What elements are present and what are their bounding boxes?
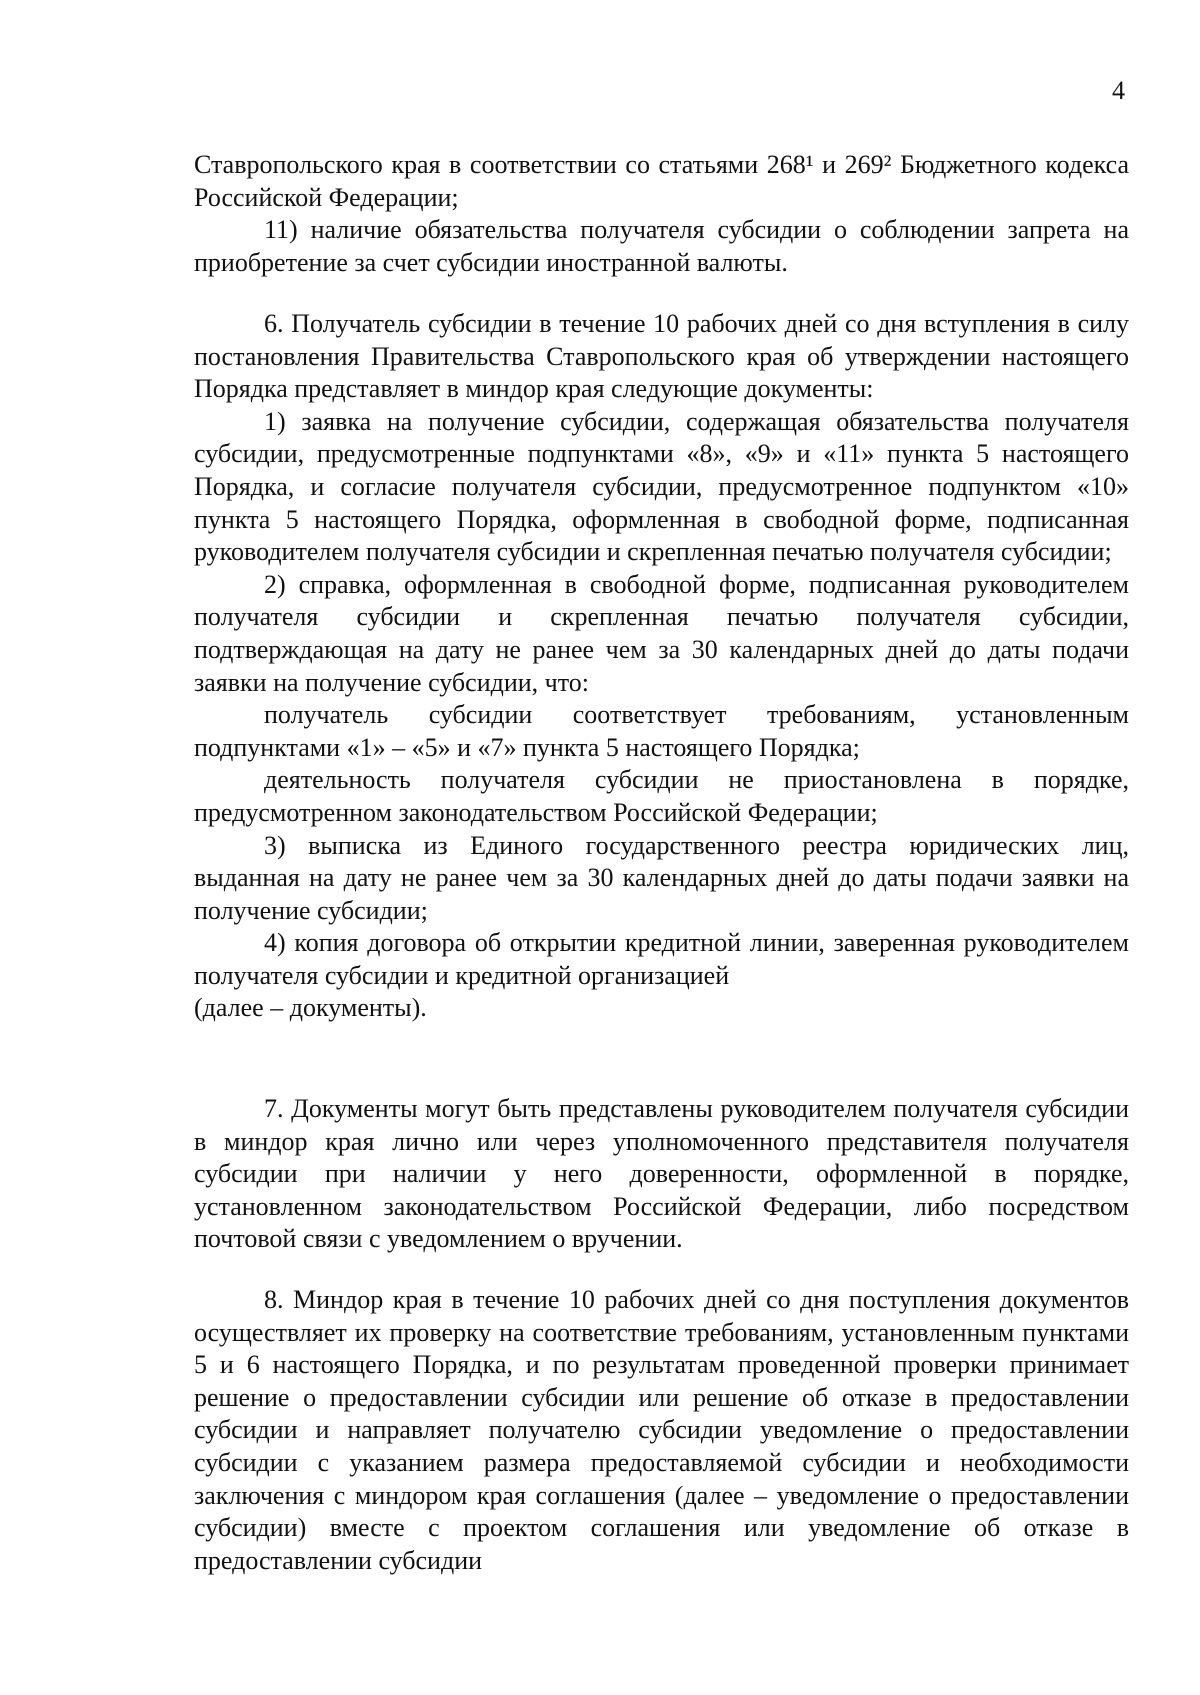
- paragraph: 4) копия договора об открытии кредитной линии, заверенная руководителем получателя субсидии и кредитной организацией: [194, 928, 1129, 990]
- paragraph: 2) справка, оформленная в свободной форме, подписанная руководителем получателя субсидии и скрепленная печатью получателя субсидии, подтверждающая на дату не ранее чем за 30 календарных дней до даты подачи заявки на получение субсидии, что:: [194, 569, 1129, 697]
- paragraph: получатель субсидии соответствует требованиям, установленным подпунктами «1» – «5» и «7» пункта 5 настоящего Порядка;: [194, 700, 1129, 762]
- paragraph: 11) наличие обязательства получателя субсидии о соблюдении запрета на приобретение за счет субсидии иностранной валюты.: [194, 215, 1129, 277]
- section-7-block: [194, 1093, 1129, 1256]
- paragraph: 6. Получатель субсидии в течение 10 рабочих дней со дня вступления в силу постановления Правительства Ставропольского края об утверждении настоящего Порядка представляет в миндор края следующие документы:: [194, 309, 1129, 404]
- page-number: 4: [1112, 76, 1125, 105]
- section-6-block: [194, 308, 1129, 1025]
- paragraph: 7. Документы могут быть представлены руководителем получателя субсидии в миндор края лично или через уполномоченного представителя получателя субсидии при наличии у него доверенности, оформленной в порядке, установленном законодательством Российской Федерации, либо посредством почтовой связи с уведомлением о вручении.: [194, 1094, 1129, 1254]
- intro-block: [194, 149, 1129, 279]
- paragraph: 3) выписка из Единого государственного реестра юридических лиц, выданная на дату не ранее чем за 30 календарных дней до даты подачи заявки на получение субсидии;: [194, 830, 1129, 925]
- paragraph: (далее – документы).: [194, 993, 427, 1023]
- paragraph: 8. Миндор края в течение 10 рабочих дней со дня поступления документов осуществляет их проверку на соответствие требованиям, установленным пунктами 5 и 6 настоящего Порядка, и по результатам проведенной проверки принимает решение о предоставлении субсидии или решение об отказе в предоставлении субсидии и направляет получателю субсидии уведомление о предоставлении субсидии с указанием размера предоставляемой субсидии и необходимости заключения с миндором края соглашения (далее – уведомление о предоставлении субсидии) вместе с проектом соглашения или уведомление об отказе в предоставлении субсидии: [194, 1285, 1129, 1575]
- paragraph: 1) заявка на получение субсидии, содержащая обязательства получателя субсидии, предусмотренные подпунктами «8», «9» и «11» пункта 5 настоящего Порядка, и согласие получателя субсидии, предусмотренное подпунктом «10» пункта 5 настоящего Порядка, оформленная в свободной форме, подписанная руководителем получателя субсидии и скрепленная печатью получателя субсидии;: [194, 406, 1129, 567]
- paragraph: Ставропольского края в соответствии со статьями 268¹ и 269² Бюджетного кодекса Российской Федерации;: [194, 150, 1129, 212]
- section-8-block: [194, 1284, 1129, 1577]
- paragraph: деятельность получателя субсидии не приостановлена в порядке, предусмотренном законодательством Российской Федерации;: [194, 765, 1129, 827]
